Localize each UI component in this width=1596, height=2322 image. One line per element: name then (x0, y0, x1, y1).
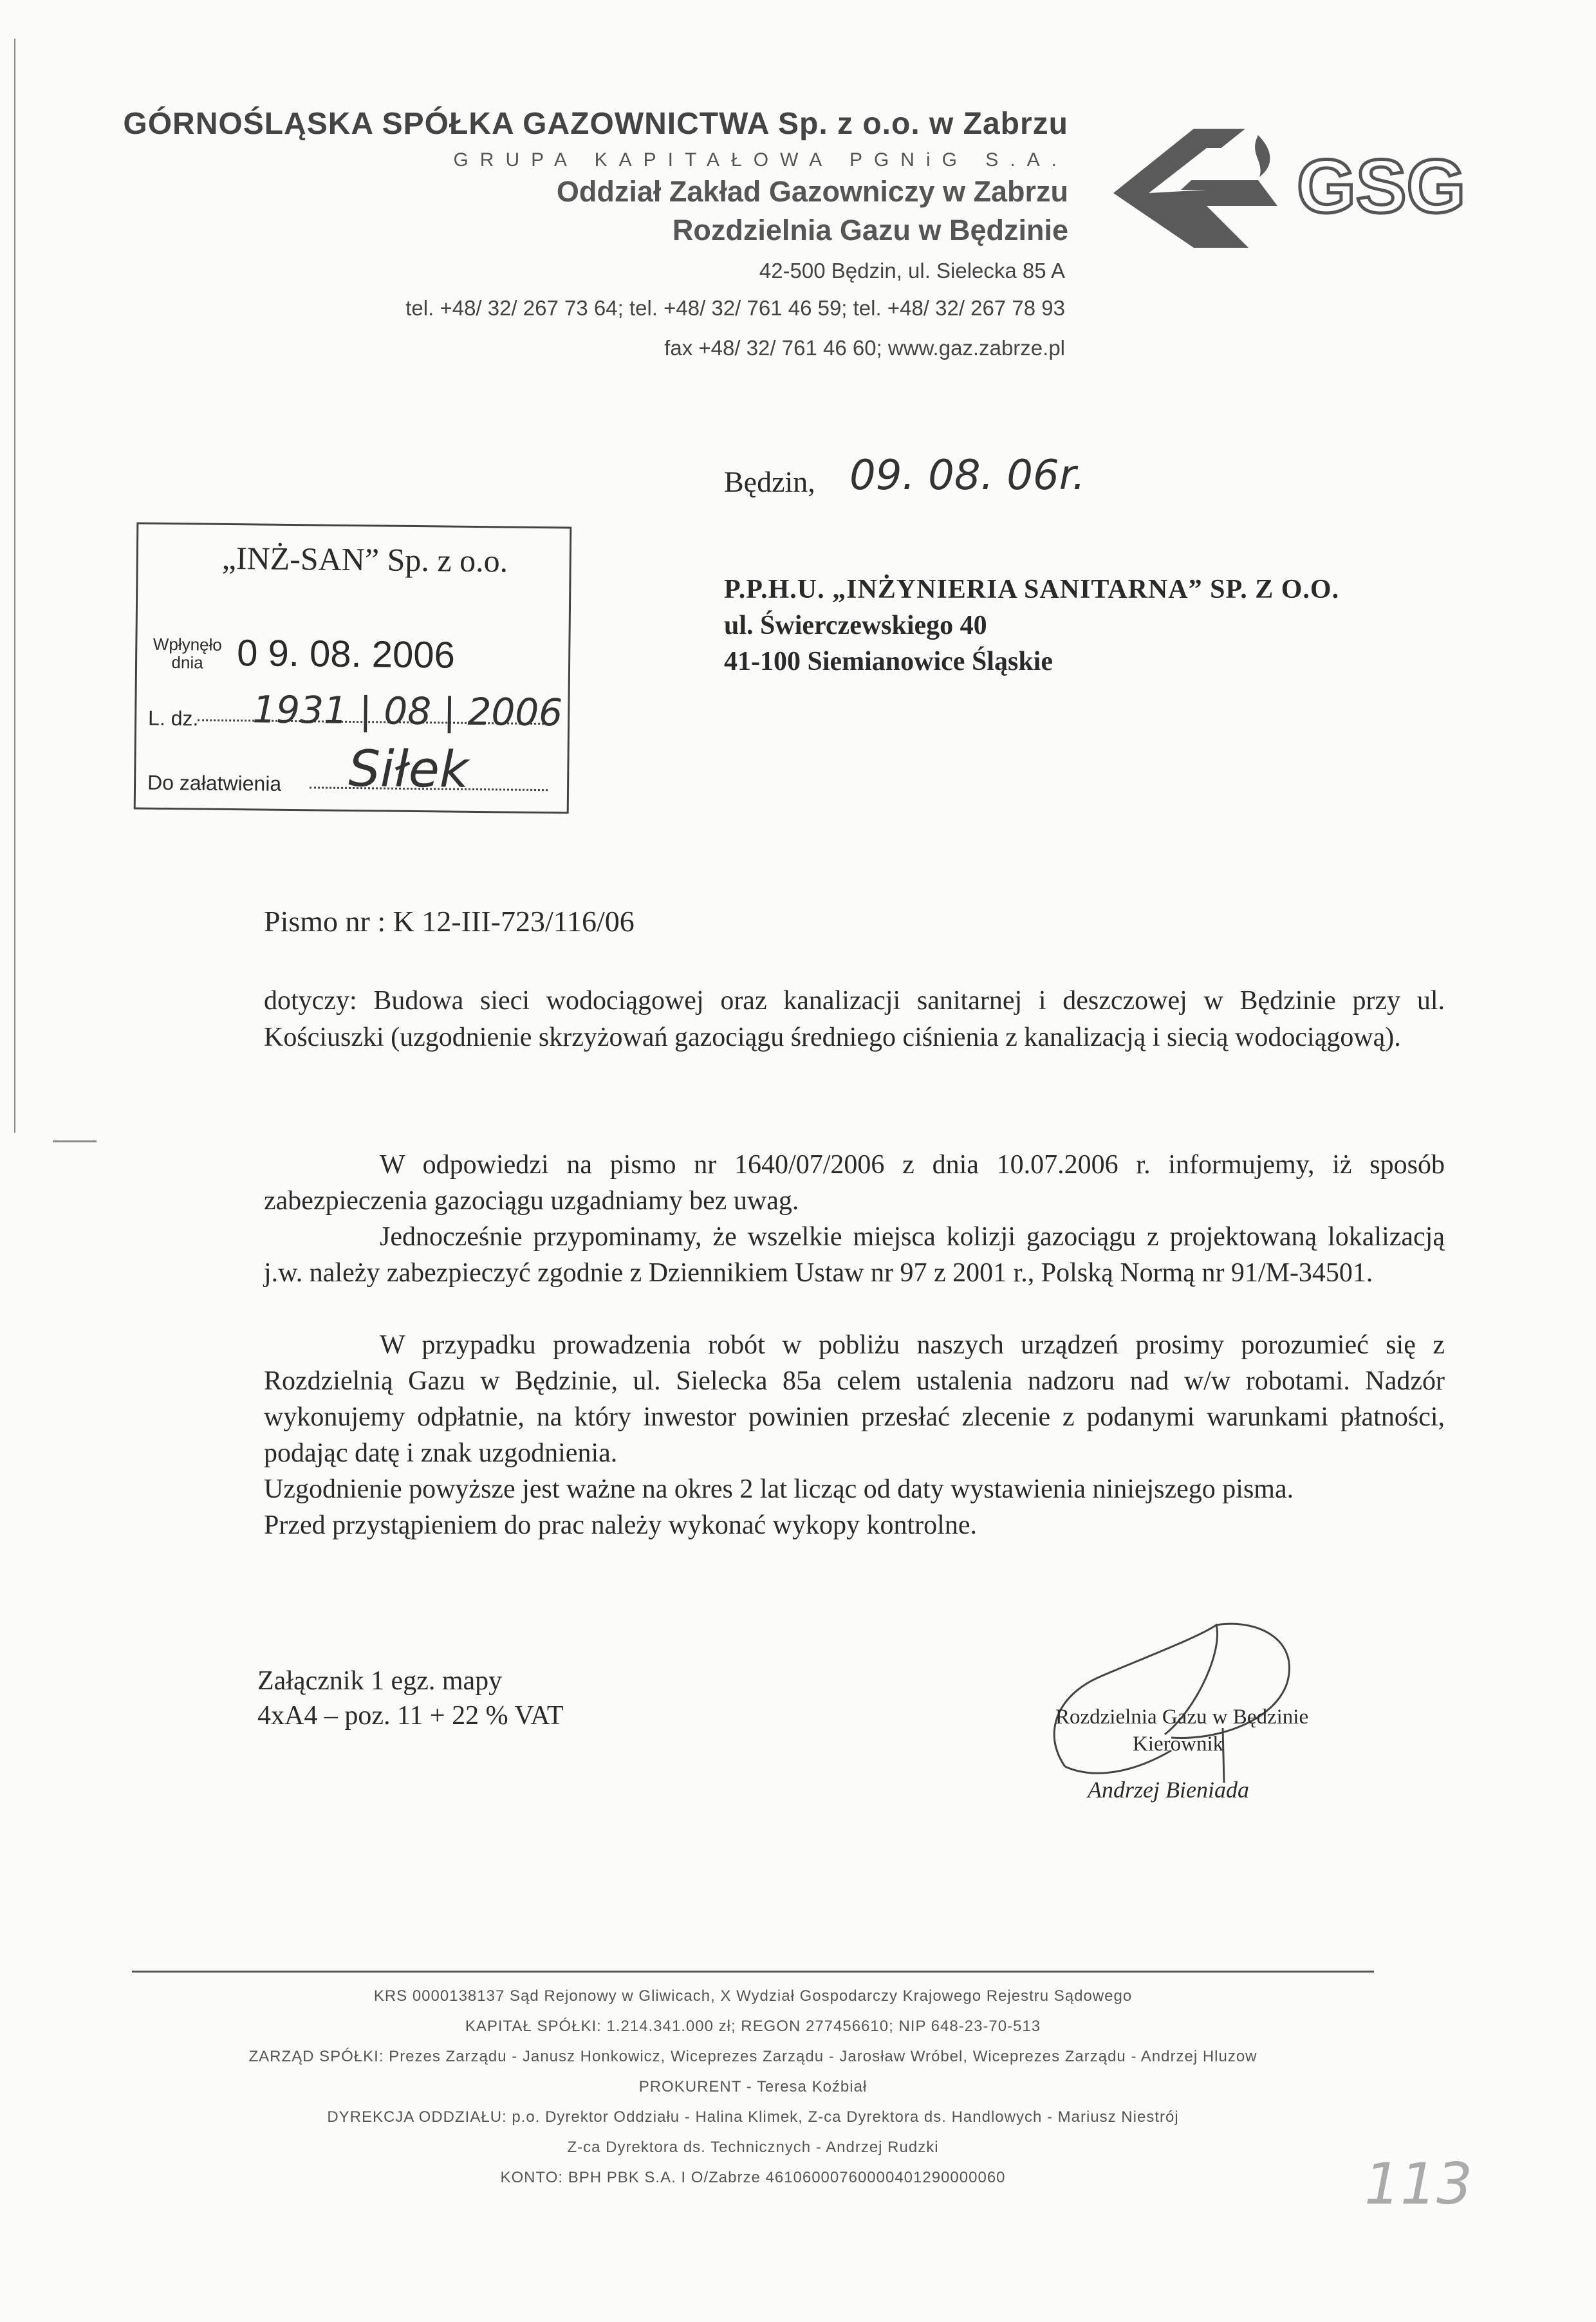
distribution-name: Rozdzielnia Gazu w Będzinie (672, 214, 1068, 246)
company-address: 42-500 Będzin, ul. Sielecka 85 A (759, 259, 1065, 283)
stamp-received-date: 0 9. 08. 2006 (236, 632, 456, 676)
body-paragraph: W przypadku prowadzenia robót w pobliżu naszych urządzeń prosimy porozumieć się z Rozdzielnią Gazu w Będzinie, ul. Sielecka 85a celem ustalenia nadzoru nad w/w robotami. Nadzór wykonujemy odpłatnie, na który inwestor powinien przesłać zlecenie z podanymi warunkami płatności, podając datę i znak uzgodnienia. (264, 1330, 1445, 1468)
footer-line: KRS 0000138137 Sąd Rejonowy w Gliwicach, X Wydział Gospodarczy Krajowego Rejestru Sądowego (373, 1987, 1133, 2005)
letter-reference: Pismo nr : K 12-III-723/116/06 (264, 905, 635, 938)
branch-name: Oddział Zakład Gazowniczy w Zabrzu (556, 175, 1068, 208)
group-line: GRUPA KAPITAŁOWA PGNiG S.A. (453, 149, 1068, 171)
footer-line: KAPITAŁ SPÓŁKI: 1.214.341.000 zł; REGON 277456610; NIP 648-23-70-513 (465, 2018, 1041, 2035)
footer-line: ZARZĄD SPÓŁKI: Prezes Zarządu - Janusz Honkowicz, Wiceprezes Zarządu - Jarosław Wróbel, Wiceprezes Zarządu - Andrzej Hluzow (248, 2048, 1257, 2065)
logo-text: GSG (1297, 144, 1466, 229)
attachment-line: 4xA4 – poz. 11 + 22 % VAT (257, 1701, 564, 1731)
signatory-name: Andrzej Bieniada (1088, 1777, 1249, 1803)
body-paragraph: W odpowiedzi na pismo nr 1640/07/2006 z dnia 10.07.2006 r. informujemy, iż sposób zabezpieczenia gazociągu uzgadniamy bez uwag. (264, 1150, 1445, 1216)
company-phones: tel. +48/ 32/ 267 73 64; tel. +48/ 32/ 761 46 59; tel. +48/ 32/ 267 78 93 (405, 296, 1065, 320)
footer-line: PROKURENT - Teresa Koźbiał (638, 2078, 868, 2095)
scan-margin-dash (53, 1140, 97, 1142)
company-fax-web: fax +48/ 32/ 761 46 60; www.gaz.zabrze.pl (664, 336, 1065, 360)
footer-line: KONTO: BPH PBK S.A. I O/Zabrze 46106000760000401290000060 (500, 2169, 1006, 2186)
page-number-mark: 113 (1364, 2151, 1472, 2217)
place-label: Będzin, (724, 465, 815, 498)
letter-date: 09. 08. 06r. (849, 452, 1086, 499)
gas-flame-arrow-logo (1113, 129, 1277, 248)
footer-line: DYREKCJA ODDZIAŁU: p.o. Dyrektor Oddziału - Halina Klimek, Z-ca Dyrektora ds. Handlowych - Mariusz Niestrój (327, 2108, 1179, 2126)
footer-divider (132, 1971, 1374, 1973)
stamp-company: „INŻ-SAN” Sp. z o.o. (221, 539, 508, 579)
body-paragraph: Przed przystąpieniem do prac należy wykonać wykopy kontrolne. (264, 1510, 977, 1540)
stamp-ref-label: L. dz. (147, 706, 199, 730)
received-stamp (134, 522, 572, 813)
recipient-name: P.P.H.U. „INŻYNIERIA SANITARNA” SP. Z O.O. (724, 575, 1340, 604)
body-paragraph: Jednocześnie przypominamy, że wszelkie miejsca kolizji gazociągu z projektowaną lokalizacją j.w. należy zabezpieczyć zgodnie z Dziennikiem Ustaw nr 97 z 2001 r., Polską Normą nr 91/M-34501. (264, 1222, 1445, 1288)
stamp-ref-number: 1931 | 08 | 2006 (252, 687, 563, 735)
stamp-handler-signature: Siłek (348, 739, 469, 799)
recipient-city: 41-100 Siemianowice Śląskie (724, 647, 1053, 676)
recipient-street: ul. Świerczewskiego 40 (724, 611, 987, 640)
gsg-logo (1110, 109, 1471, 277)
body-paragraph: Uzgodnienie powyższe jest ważne na okres 2 lat licząc od daty wystawienia niniejszego pisma. (264, 1474, 1294, 1504)
signatory-unit: Rozdzielnia Gazu w Będzinie (1055, 1705, 1309, 1729)
signatory-role: Kierownik (1133, 1732, 1224, 1756)
company-name: GÓRNOŚLĄSKA SPÓŁKA GAZOWNICTWA Sp. z o.o. w Zabrzu (123, 107, 1068, 141)
letter-subject: dotyczy: Budowa sieci wodociągowej oraz kanalizacji sanitarnej i deszczowej w Będzinie przy ul. Kościuszki (uzgodnienie skrzyżowań gazociągu średniego ciśnienia z kanalizacją i siecią wodociągową). (264, 986, 1445, 1052)
stamp-handle-label: Do załatwienia (147, 770, 282, 795)
footer-line: Z-ca Dyrektora ds. Technicznych - Andrzej Rudzki (567, 2139, 939, 2156)
scan-edge-line (14, 39, 15, 1133)
attachment-line: Załącznik 1 egz. mapy (257, 1666, 503, 1696)
stamp-received-label: Wpłynęło dnia (153, 634, 222, 673)
